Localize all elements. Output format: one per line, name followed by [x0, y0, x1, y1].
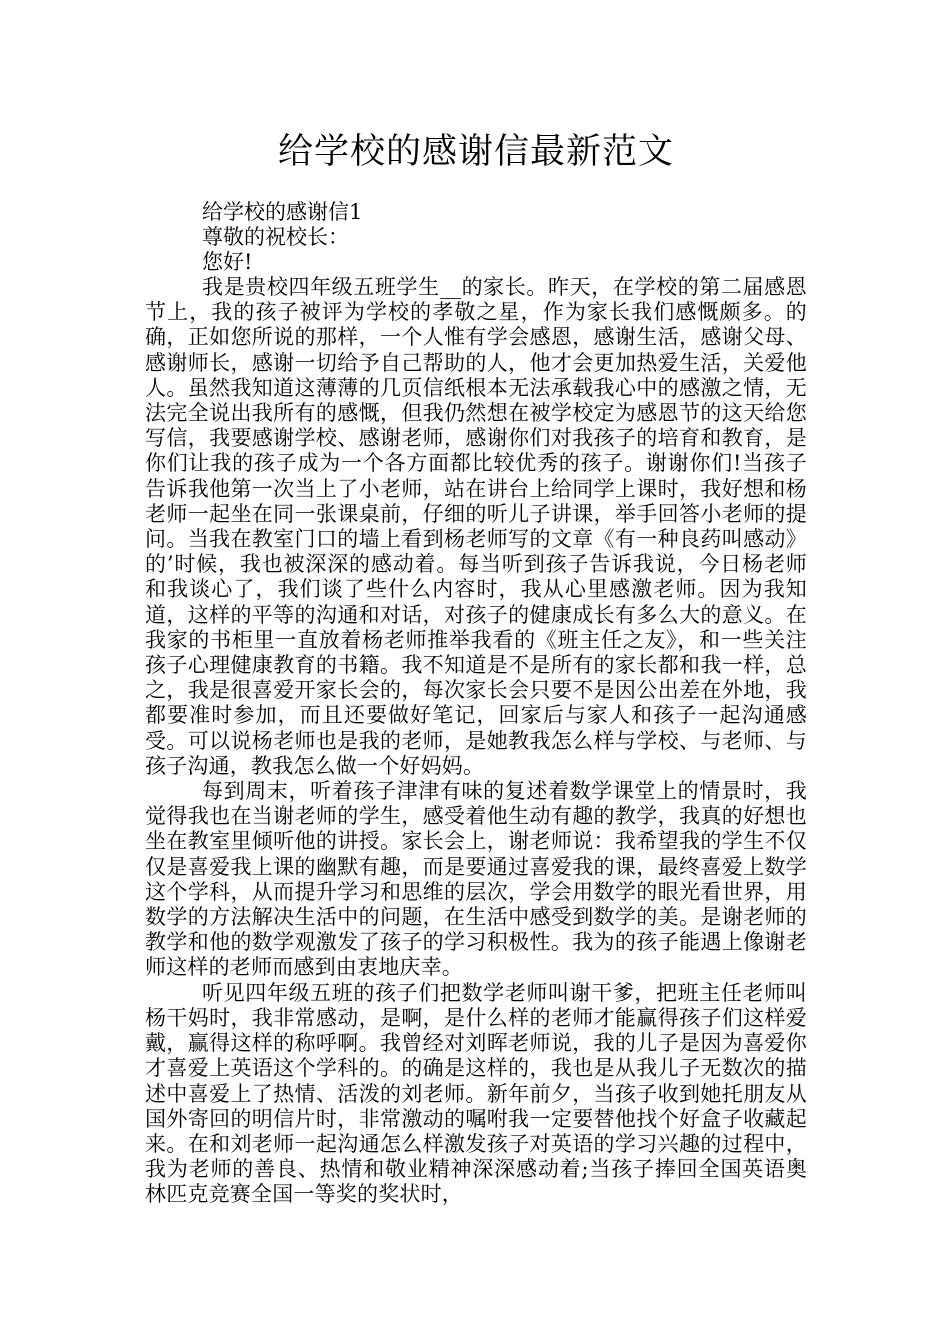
document-page: [145, 128, 807, 1208]
body-paragraph-2: 每到周末，听着孩子津津有味的复述着数学课堂上的情景时，我觉得我也在当谢老师的学生，感受着他生动有趣的教学，我真的好想也坐在教室里倾听他的讲授。家长会上，谢老师说：我希望我的学生不仅仅是喜爱我上课的幽默有趣，而是要通过喜爱我的课，最终喜爱上数学这个学科，从而提升学习和思维的层次，学会用数学的眼光看世界，用数学的方法解决生活中的问题，在生活中感受到数学的美。是谢老师的教学和他的数学观激发了孩子的学习积极性。我为的孩子能遇上像谢老师这样的老师而感到由衷地庆幸。: [145, 779, 807, 980]
greeting: 您好!: [202, 250, 253, 274]
salutation: 尊敬的祝校长：: [202, 225, 349, 249]
body-paragraph-3: 听见四年级五班的孩子们把数学老师叫谢干爹，把班主任老师叫杨干妈时，我非常感动，是啊，是什么样的老师才能赢得孩子们这样爱戴，赢得这样的称呼啊。我曾经对刘晖老师说，我的儿子是因为喜爱你才喜爱上英语这个学科的。的确是这样的，我也是从我儿子无数次的描述中喜爱上了热情、活泼的刘老师。新年前夕，当孩子收到她托朋友从国外寄回的明信片时，非常激动的嘱咐我一定要替他找个好盒子收藏起来。在和刘老师一起沟通怎么样激发孩子对英语的学习兴趣的过程中，我为老师的善良、热情和敬业精神深深感动着;当孩子捧回全国英语奥林匹克竞赛全国一等奖的奖状时，: [145, 980, 807, 1207]
body-paragraph-1: 我是贵校四年级五班学生__的家长。昨天，在学校的第二届感恩节上，我的孩子被评为学校的孝敬之星，作为家长我们感慨颇多。的确，正如您所说的那样，一个人惟有学会感恩，感谢生活，感谢父母、感谢师长，感谢一切给予自己帮助的人，他才会更加热爱生活，关爱他人。虽然我知道这薄薄的几页信纸根本无法承载我心中的感激之情，无法完全说出我所有的感慨，但我仍然想在被学校定为感恩节的这天给您写信，我要感谢学校、感谢老师，感谢你们对我孩子的培育和教育，是你们让我的孩子成为一个各方面都比较优秀的孩子。谢谢你们!当孩子告诉我他第一次当上了小老师，站在讲台上给同学上课时，我好想和杨老师一起坐在同一张课桌前，仔细的听儿子讲课，举手回答小老师的提问。当我在教室门口的墙上看到杨老师写的文章《有一种良药叫感动》的’时候，我也被深深的感动着。每当听到孩子告诉我说，今日杨老师和我谈心了，我们谈了些什么内容时，我从心里感激老师。因为我知道，这样的平等的沟通和对话，对孩子的健康成长有多么大的意义。在我家的书柜里一直放着杨老师推举我看的《班主任之友》，和一些关注孩子心理健康教育的书籍。我不知道是不是所有的家长都和我一样，总之，我是很喜爱开家长会的，每次家长会只要不是因公出差在外地，我都要准时参加，而且还要做好笔记，回家后与家人和孩子一起沟通感受。可以说杨老师也是我的老师，是她教我怎么样与学校、与老师、与孩子沟通，教我怎么做一个好妈妈。: [145, 275, 807, 778]
document-title: 给学校的感谢信最新范文: [277, 132, 674, 172]
heading-line: 给学校的感谢信1: [202, 200, 363, 224]
